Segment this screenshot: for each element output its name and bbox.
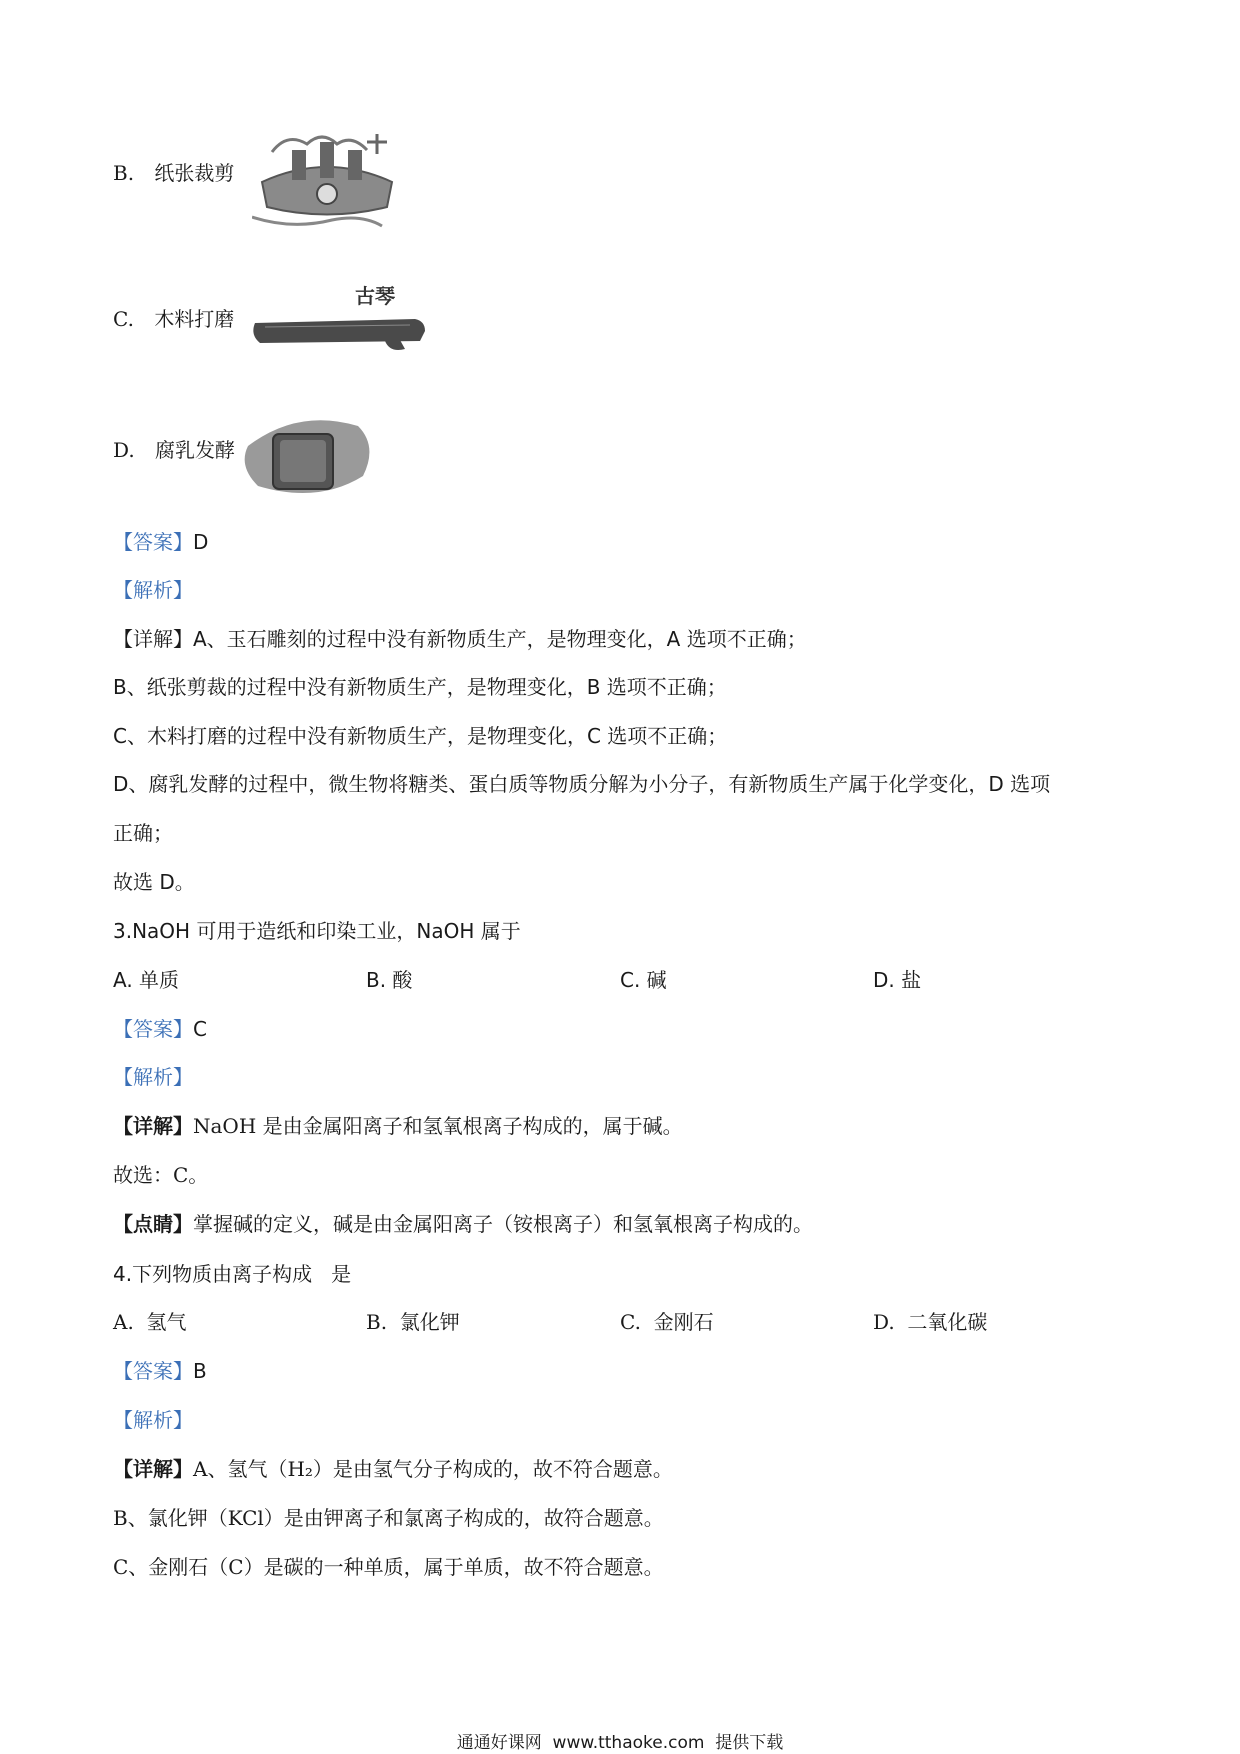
fermented-tofu-image — [238, 406, 378, 506]
q2-detail-line-1 — [113, 626, 807, 652]
option-text: 木料打磨 — [154, 307, 235, 331]
option-text: 纸张裁剪 — [154, 161, 235, 185]
analysis-tag: 【解析】 — [113, 1408, 193, 1432]
q3-answer — [113, 1016, 207, 1042]
q4-detail-2 — [113, 1505, 664, 1531]
q3-detail — [113, 1113, 683, 1139]
detail-text: A、玉石雕刻的过程中没有新物质生产，是物理变化，A 选项不正确； — [193, 627, 807, 651]
detail-text: B、纸张剪裁的过程中没有新物质生产，是物理变化，B 选项不正确； — [113, 675, 727, 699]
detail-text: 正确； — [113, 821, 173, 845]
q4-options — [113, 1309, 1013, 1335]
guqin-label: 古琴 — [355, 284, 395, 308]
question-stem: 3.NaOH 可用于造纸和印染工业，NaOH 属于 — [113, 919, 521, 943]
analysis-tag: 【解析】 — [113, 578, 193, 602]
q3-stem — [113, 918, 521, 944]
footer-text: 通通好课网 www.tthaoke.com 提供下载 — [456, 1733, 784, 1753]
q3-option-c: C. 碱 — [620, 968, 667, 992]
question-stem: 4.下列物质由离子构成 是 — [113, 1262, 352, 1286]
q3-option-a: A. 单质 — [113, 968, 180, 992]
q4-option-a: A. 氢气 — [113, 1310, 187, 1334]
answer-tag: 【答案】 — [113, 1359, 193, 1383]
conclusion-text: 故选 D。 — [113, 870, 195, 894]
q3-comment — [113, 1211, 813, 1237]
option-label: C. — [113, 307, 134, 331]
q4-option-b: B. 氯化钾 — [366, 1310, 460, 1334]
q4-option-d: D. 二氧化碳 — [873, 1310, 988, 1334]
detail-text: C、金刚石（C）是碳的一种单质，属于单质，故不符合题意。 — [113, 1555, 664, 1579]
detail-tag: 【详解】 — [113, 1457, 193, 1481]
answer-value: C — [193, 1017, 207, 1041]
q3-analysis — [113, 1064, 193, 1090]
q3-option-d: D. 盐 — [873, 968, 922, 992]
q2-conclusion — [113, 869, 195, 895]
q3-conclusion — [113, 1162, 208, 1188]
wood-guqin-image — [250, 283, 430, 368]
detail-text: D、腐乳发酵的过程中，微生物将糖类、蛋白质等物质分解为小分子，有新物质生产属于化学变化，D 选项 — [113, 772, 1051, 796]
q2-detail-line-3 — [113, 723, 727, 749]
comment-text: 掌握碱的定义，碱是由金属阳离子（铵根离子）和氢氧根离子构成的。 — [193, 1212, 813, 1236]
q4-option-c: C. 金刚石 — [620, 1310, 714, 1334]
q4-stem — [113, 1261, 351, 1287]
q3-options — [113, 967, 1013, 993]
q2-detail-line-5 — [113, 820, 173, 846]
q3-option-b: B. 酸 — [366, 968, 413, 992]
answer-value: D — [193, 530, 209, 554]
page-footer — [0, 1728, 1240, 1753]
detail-tag: 【详解】 — [113, 627, 193, 651]
q2-option-b — [113, 160, 234, 186]
q2-answer — [113, 529, 208, 555]
analysis-tag: 【解析】 — [113, 1065, 193, 1089]
q2-option-d — [113, 437, 235, 463]
q4-detail-3 — [113, 1554, 664, 1580]
option-text: 腐乳发酵 — [155, 438, 236, 462]
detail-text: C、木料打磨的过程中没有新物质生产，是物理变化，C 选项不正确； — [113, 724, 728, 748]
q2-detail-line-2 — [113, 674, 727, 700]
detail-tag: 【详解】 — [113, 1114, 193, 1138]
q4-answer — [113, 1358, 207, 1384]
q4-analysis — [113, 1407, 193, 1433]
paper-cutting-image — [252, 122, 402, 237]
comment-tag: 【点睛】 — [113, 1212, 193, 1236]
option-label: D. — [113, 438, 135, 462]
q2-analysis — [113, 577, 193, 603]
answer-value: B — [193, 1359, 207, 1383]
conclusion-text: 故选：C。 — [113, 1163, 209, 1187]
q2-option-c — [113, 306, 234, 332]
q4-detail-1 — [113, 1456, 673, 1482]
detail-text: NaOH 是由金属阳离子和氢氧根离子构成的，属于碱。 — [193, 1114, 683, 1138]
detail-text: B、氯化钾（KCl）是由钾离子和氯离子构成的，故符合题意。 — [113, 1506, 664, 1530]
q2-detail-line-4 — [113, 771, 1050, 797]
answer-tag: 【答案】 — [113, 530, 193, 554]
answer-tag: 【答案】 — [113, 1017, 193, 1041]
detail-text: A、氢气（H₂）是由氢气分子构成的，故不符合题意。 — [193, 1457, 673, 1481]
option-label: B. — [113, 161, 135, 185]
